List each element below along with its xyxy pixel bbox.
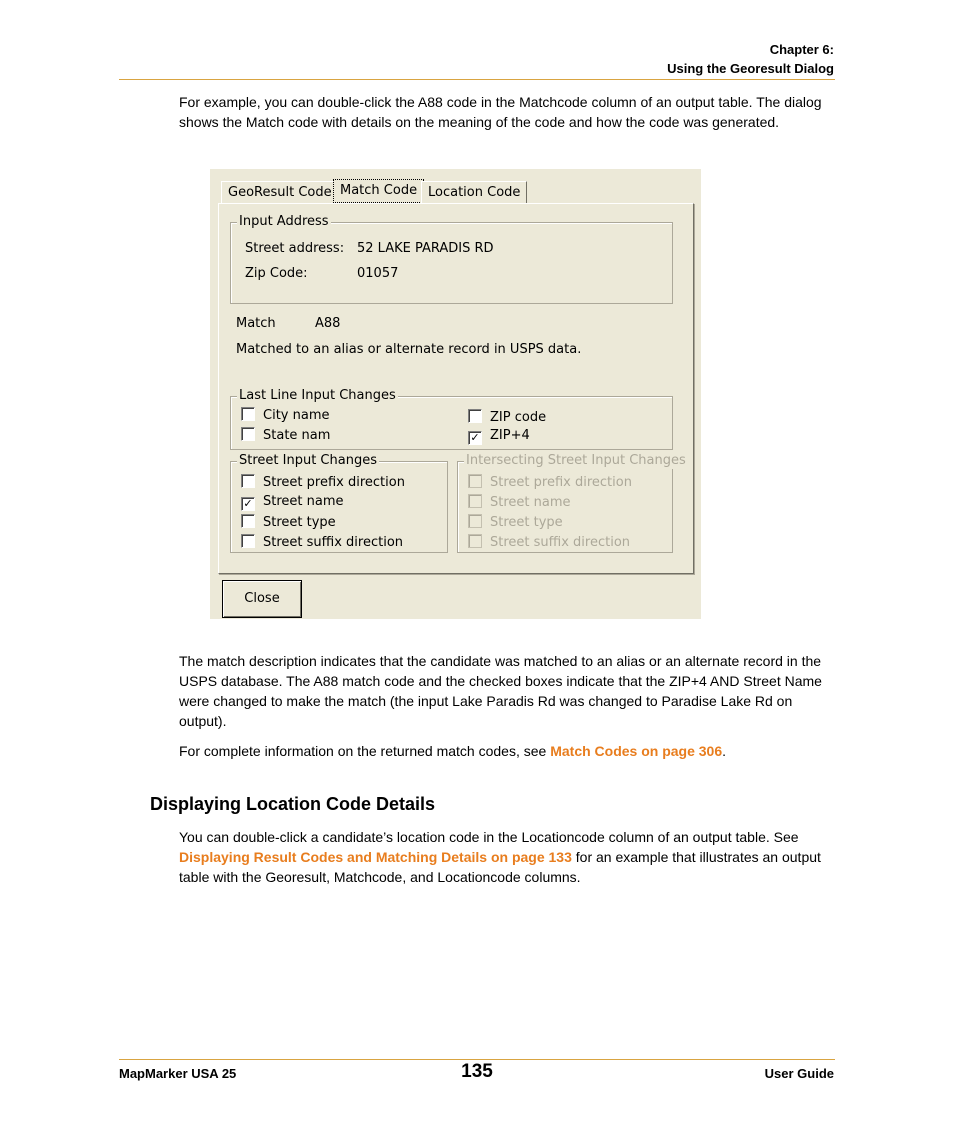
zip-code-checkbox[interactable] xyxy=(468,409,546,426)
street-address-label: Street address: xyxy=(245,241,345,256)
street-prefix-checkbox[interactable] xyxy=(241,474,405,491)
location-code-paragraph xyxy=(179,827,839,887)
chapter-label: Chapter 6: xyxy=(769,42,834,57)
state-name-label: State nam xyxy=(263,428,331,443)
zip4-label: ZIP+4 xyxy=(490,428,530,443)
running-header xyxy=(667,40,834,78)
street-changes-group xyxy=(230,453,448,553)
street-suffix-checkbox[interactable] xyxy=(241,534,403,551)
zip-code-value: 01057 xyxy=(357,266,399,281)
chapter-title: Using the Georesult Dialog xyxy=(667,61,834,76)
intersect-type-label: Street type xyxy=(490,515,563,530)
page-number: 135 xyxy=(461,1061,493,1082)
reference-text-before: For complete information on the returned match codes, see xyxy=(179,743,551,759)
street-suffix-box[interactable] xyxy=(241,534,255,548)
street-prefix-label: Street prefix direction xyxy=(263,475,405,490)
city-name-label: City name xyxy=(263,408,330,423)
state-name-box[interactable] xyxy=(241,427,255,441)
tab-location-code[interactable]: Location Code xyxy=(421,181,527,204)
result-codes-link[interactable]: Displaying Result Codes and Matching Details on page 133 xyxy=(179,849,572,865)
intersect-type-checkbox xyxy=(468,514,563,531)
footer-rule xyxy=(119,1059,835,1060)
last-line-group xyxy=(230,388,673,450)
intersect-prefix-box xyxy=(468,474,482,488)
city-name-checkbox[interactable] xyxy=(241,407,329,424)
close-button[interactable]: Close xyxy=(222,580,302,618)
street-address-value: 52 LAKE PARADIS RD xyxy=(357,241,494,256)
intersect-prefix-checkbox xyxy=(468,474,632,491)
zip4-checkbox[interactable] xyxy=(468,428,530,445)
footer-guide: User Guide xyxy=(764,1066,834,1081)
location-text-before: You can double-click a candidate’s location code in the Locationcode column of an output table. See xyxy=(179,829,799,845)
intro-paragraph: For example, you can double-click the A88 code in the Matchcode column of an output table. The dialog shows the Match code with details on the meaning of the code and how the code was generated. xyxy=(179,94,822,130)
street-prefix-box[interactable] xyxy=(241,474,255,488)
city-name-box[interactable] xyxy=(241,407,255,421)
zip-code-box[interactable] xyxy=(468,409,482,423)
zip4-box[interactable]: ✓ xyxy=(468,431,482,445)
street-name-box[interactable]: ✓ xyxy=(241,497,255,511)
intersect-prefix-label: Street prefix direction xyxy=(490,475,632,490)
zip-code-label: Zip Code: xyxy=(245,266,308,281)
street-type-label: Street type xyxy=(263,515,336,530)
match-codes-reference xyxy=(179,741,839,761)
street-name-label: Street name xyxy=(263,494,344,509)
intersect-name-checkbox xyxy=(468,494,571,511)
tab-georesult-code[interactable]: GeoResult Code xyxy=(221,181,339,204)
reference-text-after: . xyxy=(722,743,727,759)
street-changes-legend: Street Input Changes xyxy=(239,453,377,468)
georesult-dialog xyxy=(210,169,701,619)
match-label: Match xyxy=(236,316,276,331)
input-address-group xyxy=(230,214,673,304)
match-value: A88 xyxy=(315,316,341,331)
section-heading: Displaying Location Code Details xyxy=(150,794,436,814)
intersect-type-box xyxy=(468,514,482,528)
header-rule xyxy=(119,79,835,80)
intersecting-changes-group xyxy=(457,453,686,553)
footer-product: MapMarker USA 25 xyxy=(119,1066,237,1081)
last-line-legend: Last Line Input Changes xyxy=(239,388,396,403)
input-address-legend: Input Address xyxy=(239,214,329,229)
street-type-box[interactable] xyxy=(241,514,255,528)
match-description: Matched to an alias or alternate record in USPS data. xyxy=(236,342,582,357)
state-name-checkbox[interactable] xyxy=(241,427,330,444)
street-suffix-label: Street suffix direction xyxy=(263,535,404,550)
tab-panel xyxy=(218,203,694,574)
intersect-name-box xyxy=(468,494,482,508)
street-name-checkbox[interactable] xyxy=(241,494,344,511)
location-text-after: for an example that illustrates an output table with the Georesult, Matchcode, and Locationcode columns. xyxy=(179,849,821,885)
intersect-suffix-label: Street suffix direction xyxy=(490,535,631,550)
intersect-suffix-box xyxy=(468,534,482,548)
zip-code-checkbox-label: ZIP code xyxy=(490,410,547,425)
intersect-name-label: Street name xyxy=(490,495,571,510)
street-type-checkbox[interactable] xyxy=(241,514,336,531)
intersecting-changes-legend: Intersecting Street Input Changes xyxy=(466,453,686,468)
match-codes-link[interactable]: Match Codes on page 306 xyxy=(550,743,723,759)
match-explanation-paragraph: The match description indicates that the candidate was matched to an alias or an alternate record in the USPS database. The A88 match code and the checked boxes indicate that the ZIP+4 AND Street Name were changed to make the match (the input Lake Paradis Rd was changed to Paradise Lake Rd on output). xyxy=(179,653,822,729)
intersect-suffix-checkbox xyxy=(468,534,630,551)
tab-match-code[interactable]: Match Code xyxy=(333,179,424,203)
